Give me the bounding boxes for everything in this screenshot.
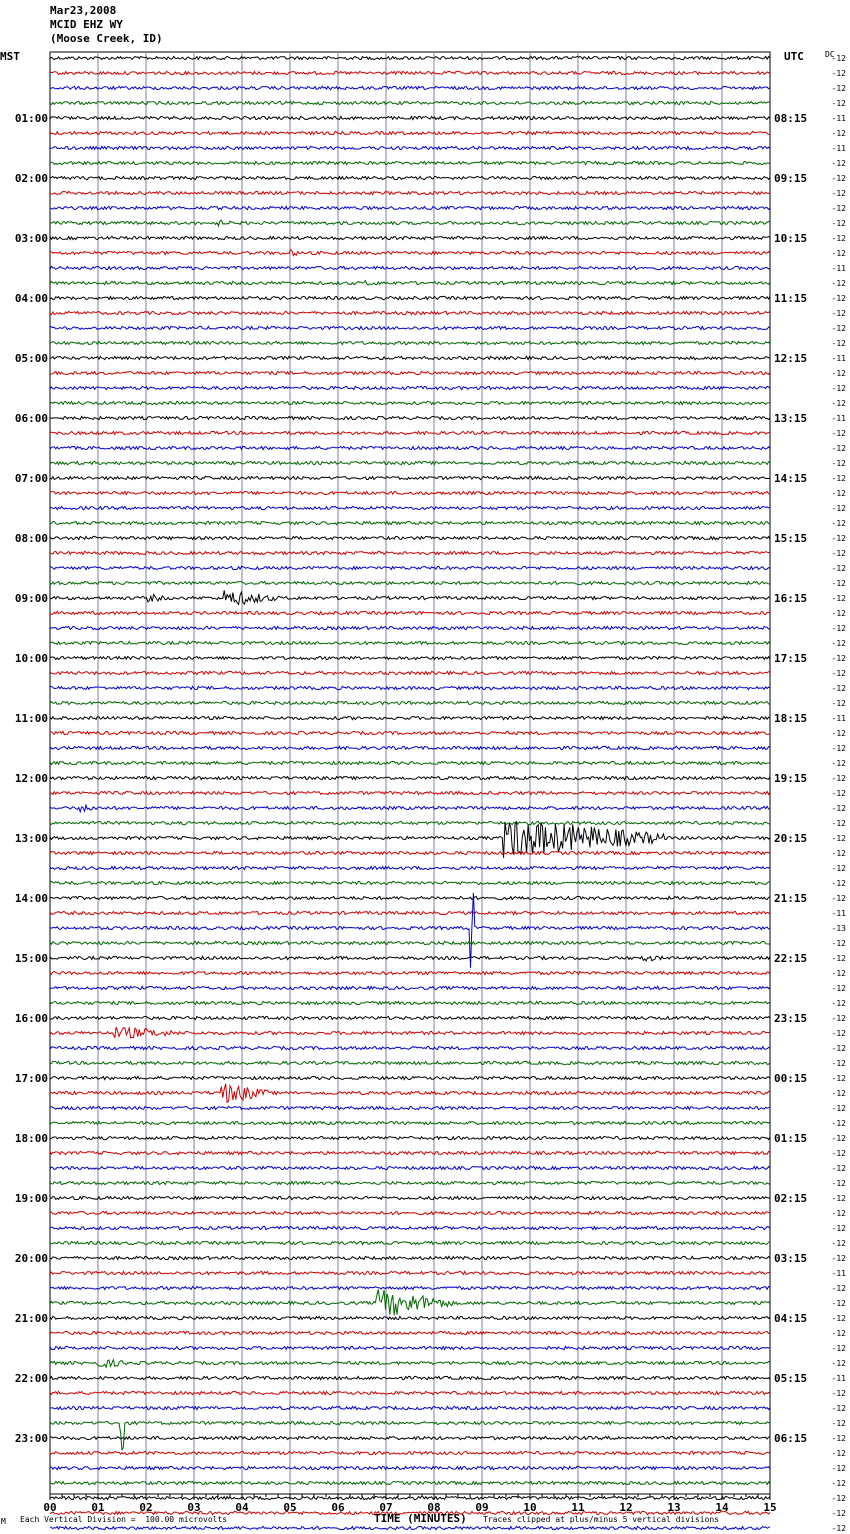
trace-row-38 <box>50 626 770 629</box>
left-hour-label: 18:00 <box>14 1132 48 1145</box>
trace-row-40 <box>50 656 770 659</box>
dc-offset-label: -11 <box>831 144 846 153</box>
trace-row-20 <box>50 356 770 359</box>
trace-row-7 <box>50 161 770 164</box>
dc-offset-label: -12 <box>831 729 846 738</box>
trace-row-83 <box>50 1289 770 1315</box>
dc-offset-label: -12 <box>831 849 846 858</box>
trace-row-9 <box>50 191 770 194</box>
dc-offset-label: -12 <box>831 1089 846 1098</box>
trace-row-80 <box>50 1256 770 1259</box>
dc-offset-label: -12 <box>831 54 846 63</box>
header-date: Mar23,2008 <box>50 4 117 17</box>
footer-scale-note: Each Vertical Division = 100.00 microvolts <box>20 1515 228 1524</box>
trace-row-64 <box>50 1016 770 1019</box>
trace-row-25 <box>50 431 770 434</box>
dc-offset-label: -12 <box>831 1164 846 1173</box>
trace-row-2 <box>50 86 770 89</box>
dc-offset-label: -12 <box>831 444 846 453</box>
trace-row-6 <box>50 146 770 149</box>
right-hour-label: 10:15 <box>774 232 808 245</box>
dc-offset-label: -12 <box>831 639 846 648</box>
dc-offset-label: -12 <box>831 939 846 948</box>
trace-row-26 <box>50 446 770 449</box>
trace-row-5 <box>50 131 770 134</box>
trace-row-24 <box>50 416 770 419</box>
trace-row-69 <box>50 1084 770 1103</box>
dc-offset-label: -12 <box>831 534 846 543</box>
trace-row-71 <box>50 1121 770 1124</box>
dc-offset-label: -12 <box>831 624 846 633</box>
left-hour-label: 20:00 <box>14 1252 48 1265</box>
trace-row-82 <box>50 1286 770 1289</box>
trace-row-85 <box>50 1331 770 1334</box>
trace-row-57 <box>50 911 770 914</box>
dc-offset-label: -12 <box>831 339 846 348</box>
left-hour-label: 17:00 <box>14 1072 48 1085</box>
trace-row-22 <box>50 386 770 389</box>
dc-offset-label: -12 <box>831 1419 846 1428</box>
dc-offset-label: -12 <box>831 1224 846 1233</box>
trace-row-95 <box>50 1481 770 1484</box>
dc-offset-label: -12 <box>831 294 846 303</box>
dc-offset-label: -11 <box>831 1374 846 1383</box>
trace-row-86 <box>50 1346 770 1349</box>
timezone-right-label: UTC <box>784 50 804 63</box>
dc-offset-label: -12 <box>831 189 846 198</box>
trace-row-43 <box>50 701 770 704</box>
dc-offset-label: -12 <box>831 99 846 108</box>
trace-row-59 <box>50 941 770 944</box>
dc-offset-label: -12 <box>831 1239 846 1248</box>
dc-offset-label: -12 <box>831 1179 846 1188</box>
x-tick-label: 10 <box>523 1501 537 1514</box>
trace-row-1 <box>50 71 770 74</box>
left-hour-label: 16:00 <box>14 1012 48 1025</box>
dc-offset-label: -12 <box>831 699 846 708</box>
left-hour-label: 03:00 <box>14 232 48 245</box>
trace-row-32 <box>50 536 770 539</box>
x-tick-label: 06 <box>331 1501 345 1514</box>
dc-offset-label: -12 <box>831 1149 846 1158</box>
trace-row-18 <box>50 326 770 329</box>
seismic-traces <box>50 56 770 1534</box>
trace-row-67 <box>50 1061 770 1064</box>
right-hour-label: 15:15 <box>774 532 808 545</box>
trace-row-74 <box>50 1166 770 1169</box>
dc-offset-label: -12 <box>831 1284 846 1293</box>
x-tick-label: 12 <box>619 1501 633 1514</box>
dc-offset-label: -12 <box>831 279 846 288</box>
trace-row-23 <box>50 401 770 404</box>
left-hour-label: 06:00 <box>14 412 48 425</box>
trace-row-98 <box>50 1526 770 1529</box>
dc-offset-label: -12 <box>831 1044 846 1053</box>
dc-offset-label: -12 <box>831 1524 846 1533</box>
trace-row-88 <box>50 1376 770 1379</box>
dc-offset-label: -12 <box>831 999 846 1008</box>
trace-row-62 <box>50 986 770 989</box>
dc-offset-label: -11 <box>831 1269 846 1278</box>
left-hour-label: 01:00 <box>14 112 48 125</box>
right-hour-label: 04:15 <box>774 1312 808 1325</box>
dc-offset-label: -12 <box>831 219 846 228</box>
left-hour-label: 04:00 <box>14 292 48 305</box>
right-hour-label: 23:15 <box>774 1012 808 1025</box>
trace-row-46 <box>50 746 770 749</box>
trace-row-73 <box>50 1151 770 1154</box>
trace-row-45 <box>50 731 770 734</box>
dc-offset-label: -12 <box>831 774 846 783</box>
trace-row-92 <box>50 1436 770 1439</box>
dc-offset-label: -12 <box>831 1029 846 1038</box>
dc-offset-label: -12 <box>831 129 846 138</box>
dc-offset-label: -12 <box>831 1434 846 1443</box>
right-hour-label: 01:15 <box>774 1132 808 1145</box>
trace-row-44 <box>50 716 770 719</box>
dc-offset-label: -12 <box>831 1359 846 1368</box>
dc-offset-label: -12 <box>831 84 846 93</box>
dc-offset-label: -12 <box>831 1494 846 1503</box>
dc-offset-label: -12 <box>831 1254 846 1263</box>
dc-offset-label: -12 <box>831 69 846 78</box>
right-hour-labels <box>774 112 807 1445</box>
left-hour-label: 15:00 <box>14 952 48 965</box>
left-hour-label: 10:00 <box>14 652 48 665</box>
right-hour-label: 19:15 <box>774 772 808 785</box>
trace-row-14 <box>50 266 770 269</box>
dc-offset-label: -12 <box>831 1389 846 1398</box>
trace-row-19 <box>50 341 770 344</box>
trace-row-29 <box>50 491 770 494</box>
dc-offset-label: -12 <box>831 1314 846 1323</box>
x-tick-label: 09 <box>475 1501 489 1514</box>
trace-row-47 <box>50 761 770 764</box>
trace-row-35 <box>50 581 770 584</box>
dc-offset-label: -12 <box>831 489 846 498</box>
right-hour-label: 18:15 <box>774 712 808 725</box>
dc-offset-label: -12 <box>831 834 846 843</box>
dc-offset-label: -12 <box>831 159 846 168</box>
dc-offset-label: -12 <box>831 1134 846 1143</box>
dc-offset-label: -12 <box>831 324 846 333</box>
trace-row-36 <box>50 590 770 604</box>
trace-row-56 <box>50 896 770 899</box>
right-hour-label: 13:15 <box>774 412 808 425</box>
right-hour-label: 20:15 <box>774 832 808 845</box>
x-tick-label: 01 <box>91 1501 105 1514</box>
dc-offset-label: -12 <box>831 1194 846 1203</box>
trace-row-12 <box>50 236 770 239</box>
trace-row-94 <box>50 1466 770 1469</box>
trace-row-21 <box>50 371 770 374</box>
trace-row-79 <box>50 1241 770 1244</box>
trace-row-60 <box>50 956 770 961</box>
x-tick-label: 05 <box>283 1501 297 1514</box>
x-tick-label: 00 <box>43 1501 57 1514</box>
trace-row-42 <box>50 686 770 689</box>
dc-offset-label: -11 <box>831 909 846 918</box>
x-tick-label: 07 <box>379 1501 393 1514</box>
header-location: (Moose Creek, ID) <box>50 32 163 45</box>
trace-row-87 <box>50 1360 770 1368</box>
trace-row-72 <box>50 1136 770 1139</box>
left-hour-label: 02:00 <box>14 172 48 185</box>
dc-offset-label: -12 <box>831 1074 846 1083</box>
trace-row-16 <box>50 296 770 299</box>
right-hour-label: 00:15 <box>774 1072 808 1085</box>
trace-row-84 <box>50 1316 770 1319</box>
dc-offset-label: -12 <box>831 174 846 183</box>
trace-row-0 <box>50 56 770 59</box>
dc-offset-label: -12 <box>831 1059 846 1068</box>
dc-offset-label: -12 <box>831 1479 846 1488</box>
dc-offset-label: -12 <box>831 864 846 873</box>
left-hour-label: 21:00 <box>14 1312 48 1325</box>
trace-row-30 <box>50 506 770 509</box>
left-hour-label: 19:00 <box>14 1192 48 1205</box>
trace-row-70 <box>50 1106 770 1109</box>
left-hour-label: 12:00 <box>14 772 48 785</box>
trace-row-27 <box>50 461 770 464</box>
trace-row-53 <box>50 851 770 854</box>
dc-offset-label: -12 <box>831 1449 846 1458</box>
right-hour-label: 16:15 <box>774 592 808 605</box>
dc-offset-label: -12 <box>831 654 846 663</box>
trace-row-93 <box>50 1451 770 1454</box>
x-tick-label: 13 <box>667 1501 681 1514</box>
right-hour-label: 11:15 <box>774 292 808 305</box>
dc-offset-label: -12 <box>831 399 846 408</box>
trace-row-89 <box>50 1391 770 1394</box>
dc-offset-label: -12 <box>831 894 846 903</box>
x-tick-label: 08 <box>427 1501 441 1514</box>
dc-offset-label: -12 <box>831 969 846 978</box>
dc-offset-label: -12 <box>831 759 846 768</box>
trace-row-81 <box>50 1271 770 1274</box>
trace-row-54 <box>50 866 770 869</box>
trace-row-4 <box>50 116 770 119</box>
dc-offset-label: -13 <box>831 924 846 933</box>
dc-offset-label: -12 <box>831 594 846 603</box>
trace-row-76 <box>50 1196 770 1199</box>
trace-row-15 <box>50 281 770 286</box>
x-tick-label: 04 <box>235 1501 249 1514</box>
dc-offset-label: -11 <box>831 354 846 363</box>
trace-row-75 <box>50 1181 770 1184</box>
dc-offset-label: -12 <box>831 579 846 588</box>
dc-offset-label: -12 <box>831 684 846 693</box>
dc-offset-label: -12 <box>831 309 846 318</box>
trace-row-37 <box>50 611 770 614</box>
dc-offset-label: -12 <box>831 819 846 828</box>
dc-offset-label: -12 <box>831 384 846 393</box>
dc-offset-label: -12 <box>831 984 846 993</box>
dc-offset-label: -12 <box>831 549 846 558</box>
dc-offset-label: -12 <box>831 1329 846 1338</box>
x-tick-label: 11 <box>571 1501 585 1514</box>
dc-offset-label: -12 <box>831 474 846 483</box>
dc-label: DC <box>825 50 835 59</box>
right-hour-label: 09:15 <box>774 172 808 185</box>
dc-offset-label: -11 <box>831 114 846 123</box>
trace-row-10 <box>50 206 770 209</box>
dc-offset-label: -12 <box>831 1014 846 1023</box>
x-tick-label: 03 <box>187 1501 201 1514</box>
dc-offset-label: -12 <box>831 954 846 963</box>
dc-offset-label: -12 <box>831 744 846 753</box>
dc-offset-label: -12 <box>831 1344 846 1353</box>
right-hour-label: 17:15 <box>774 652 808 665</box>
dc-offset-label: -12 <box>831 1464 846 1473</box>
dc-offset-label: -12 <box>831 564 846 573</box>
trace-row-50 <box>50 805 770 812</box>
trace-row-34 <box>50 566 770 569</box>
dc-offset-label: -11 <box>831 714 846 723</box>
dc-offset-label: -12 <box>831 1119 846 1128</box>
trace-row-61 <box>50 971 770 974</box>
dc-offset-label: -12 <box>831 804 846 813</box>
footer-clip-note: Traces clipped at plus/minus 5 vertical divisions <box>483 1515 720 1524</box>
dc-offset-label: -12 <box>831 459 846 468</box>
trace-row-41 <box>50 671 770 674</box>
trace-row-51 <box>50 821 770 824</box>
dc-offset-label: -12 <box>831 1404 846 1413</box>
trace-row-77 <box>50 1211 770 1214</box>
trace-row-90 <box>50 1406 770 1409</box>
x-tick-label: 02 <box>139 1501 153 1514</box>
dc-offset-label: -11 <box>831 264 846 273</box>
trace-row-65 <box>50 1027 770 1038</box>
dc-offset-label: -12 <box>831 429 846 438</box>
left-hour-labels <box>15 112 48 1445</box>
dc-offset-label: -12 <box>831 204 846 213</box>
dc-offset-label: -12 <box>831 1104 846 1113</box>
trace-row-91 <box>50 1421 770 1450</box>
trace-row-55 <box>50 881 770 884</box>
dc-offset-label: -12 <box>831 519 846 528</box>
trace-row-8 <box>50 176 770 179</box>
right-hour-label: 02:15 <box>774 1192 808 1205</box>
trace-row-11 <box>50 220 770 226</box>
header-station: MCID EHZ WY <box>50 18 123 31</box>
dc-offset-label: -12 <box>831 234 846 243</box>
left-hour-label: 22:00 <box>14 1372 48 1385</box>
dc-offset-label: -12 <box>831 1509 846 1518</box>
left-hour-label: 07:00 <box>14 472 48 485</box>
x-tick-label: 14 <box>715 1501 729 1514</box>
trace-row-3 <box>50 101 770 104</box>
trace-row-33 <box>50 551 770 554</box>
dc-offset-label: -11 <box>831 414 846 423</box>
right-hour-label: 05:15 <box>774 1372 808 1385</box>
right-hour-label: 03:15 <box>774 1252 808 1265</box>
right-hour-label: 12:15 <box>774 352 808 365</box>
dc-offset-label: -12 <box>831 879 846 888</box>
left-hour-label: 05:00 <box>14 352 48 365</box>
left-hour-label: 13:00 <box>14 832 48 845</box>
dc-offset-label: -12 <box>831 369 846 378</box>
trace-row-31 <box>50 521 770 524</box>
dc-offset-label: -12 <box>831 1299 846 1308</box>
trace-row-66 <box>50 1046 770 1049</box>
right-hour-label: 06:15 <box>774 1432 808 1445</box>
trace-row-28 <box>50 476 770 479</box>
left-hour-label: 09:00 <box>14 592 48 605</box>
dc-offset-label: -12 <box>831 609 846 618</box>
footer-mark: M <box>1 1517 6 1526</box>
trace-row-39 <box>50 641 770 644</box>
left-hour-label: 08:00 <box>14 532 48 545</box>
dc-offset-label: -12 <box>831 504 846 513</box>
left-hour-label: 23:00 <box>14 1432 48 1445</box>
trace-row-13 <box>50 250 770 256</box>
right-hour-label: 14:15 <box>774 472 808 485</box>
x-tick-label: 15 <box>763 1501 777 1514</box>
dc-offset-label: -12 <box>831 669 846 678</box>
timezone-left-label: MST <box>0 50 20 63</box>
x-axis-title: TIME (MINUTES) <box>374 1512 467 1525</box>
dc-offset-label: -12 <box>831 1209 846 1218</box>
dc-offset-label: -12 <box>831 789 846 798</box>
trace-row-78 <box>50 1226 770 1229</box>
left-hour-label: 11:00 <box>14 712 48 725</box>
trace-row-48 <box>50 776 770 779</box>
dc-offset-labels <box>832 54 847 1534</box>
trace-row-49 <box>50 791 770 794</box>
right-hour-label: 22:15 <box>774 952 808 965</box>
dc-offset-label: -12 <box>831 249 846 258</box>
trace-row-68 <box>50 1076 770 1079</box>
right-hour-label: 08:15 <box>774 112 808 125</box>
left-hour-label: 14:00 <box>14 892 48 905</box>
trace-row-17 <box>50 311 770 314</box>
trace-row-63 <box>50 1001 770 1004</box>
right-hour-label: 21:15 <box>774 892 808 905</box>
